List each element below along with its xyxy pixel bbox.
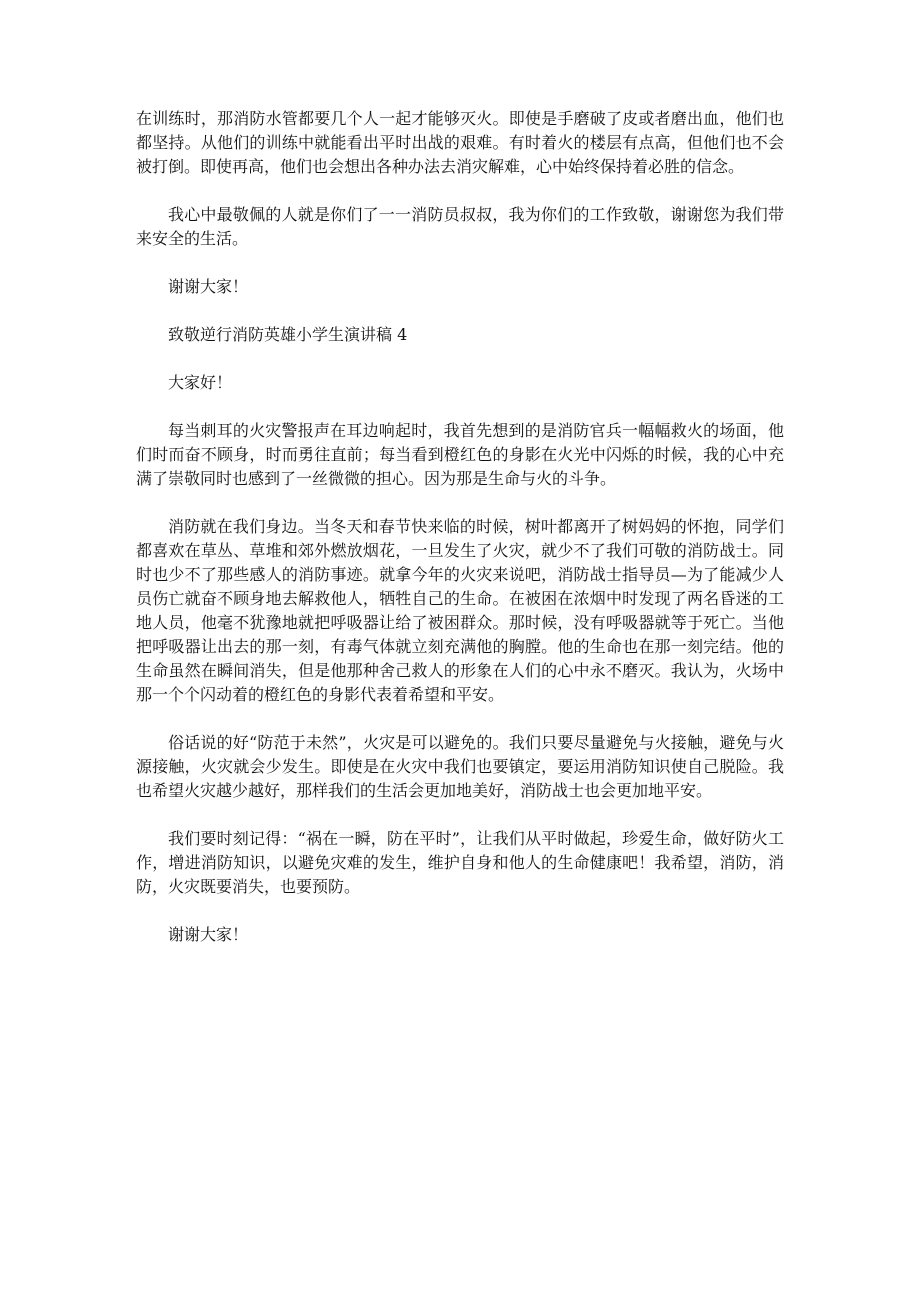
speech-title-4: 致敬逆行消防英雄小学生演讲稿 4 [168,325,408,344]
closing-thanks-2: 谢谢大家！ [168,925,249,944]
greeting: 大家好！ [168,373,233,392]
document-body [136,107,784,971]
closing-thanks-1: 谢谢大家！ [168,277,249,296]
paragraph-prevention: 俗话说的好“防范于未然”，火灾是可以避免的。我们只要尽量避免与火接触，避免与火源接触，火灾就会少发生。即使是在火灾中我们也要镇定，要运用消防知识使自己脱险。我也希望火灾越少越好，那样我们的生活会更加地美好，消防战士也会更加地平安。 [136,733,784,800]
paragraph-alarm: 每当刺耳的火灾警报声在耳边响起时，我首先想到的是消防官兵一幅幅救火的场面，他们时而奋不顾身，时而勇往直前；每当看到橙红色的身影在火光中闪烁的时候，我的心中充满了崇敬同时也感到了一丝微微的担心。因为那是生命与火的斗争。 [136,421,784,488]
paragraph-training: 在训练时，那消防水管都要几个人一起才能够灭火。即使是手磨破了皮或者磨出血，他们也都坚持。从他们的训练中就能看出平时出战的艰难。有时着火的楼层有点高，但他们也不会被打倒。即使再高，他们也会想出各种办法去消灾解难，心中始终保持着必胜的信念。 [136,109,784,176]
paragraph-respect: 我心中最敬佩的人就是你们了一一消防员叔叔，我为你们的工作致敬，谢谢您为我们带来安全的生活。 [136,205,784,248]
paragraph-remember: 我们要时刻记得：“祸在一瞬，防在平时”，让我们从平时做起，珍爱生命，做好防火工作，增进消防知识，以避免灾难的发生，维护自身和他人的生命健康吧！我希望，消防，消防，火灾既要消失，也要预防。 [136,829,784,896]
paragraph-beside-us: 消防就在我们身边。当冬天和春节快来临的时候，树叶都离开了树妈妈的怀抱，同学们都喜欢在草丛、草堆和郊外燃放烟花，一旦发生了火灾，就少不了我们可敬的消防战士。同时也少不了那些感人的消防事迹。就拿今年的火灾来说吧，消防战士指导员—为了能减少人员伤亡就奋不顾身地去解救他人，牺牲自己的生命。在被困在浓烟中时发现了两名昏迷的工地人员，他毫不犹豫地就把呼吸器让给了被困群众。那时候，没有呼吸器就等于死亡。当他把呼吸器让出去的那一刻，有毒气体就立刻充满他的胸膛。他的生命也在那一刻完结。他的生命虽然在瞬间消失，但是他那种舍己救人的形象在人们的心中永不磨灭。我认为，火场中那一个个闪动着的橙红色的身影代表着希望和平安。 [136,517,784,704]
